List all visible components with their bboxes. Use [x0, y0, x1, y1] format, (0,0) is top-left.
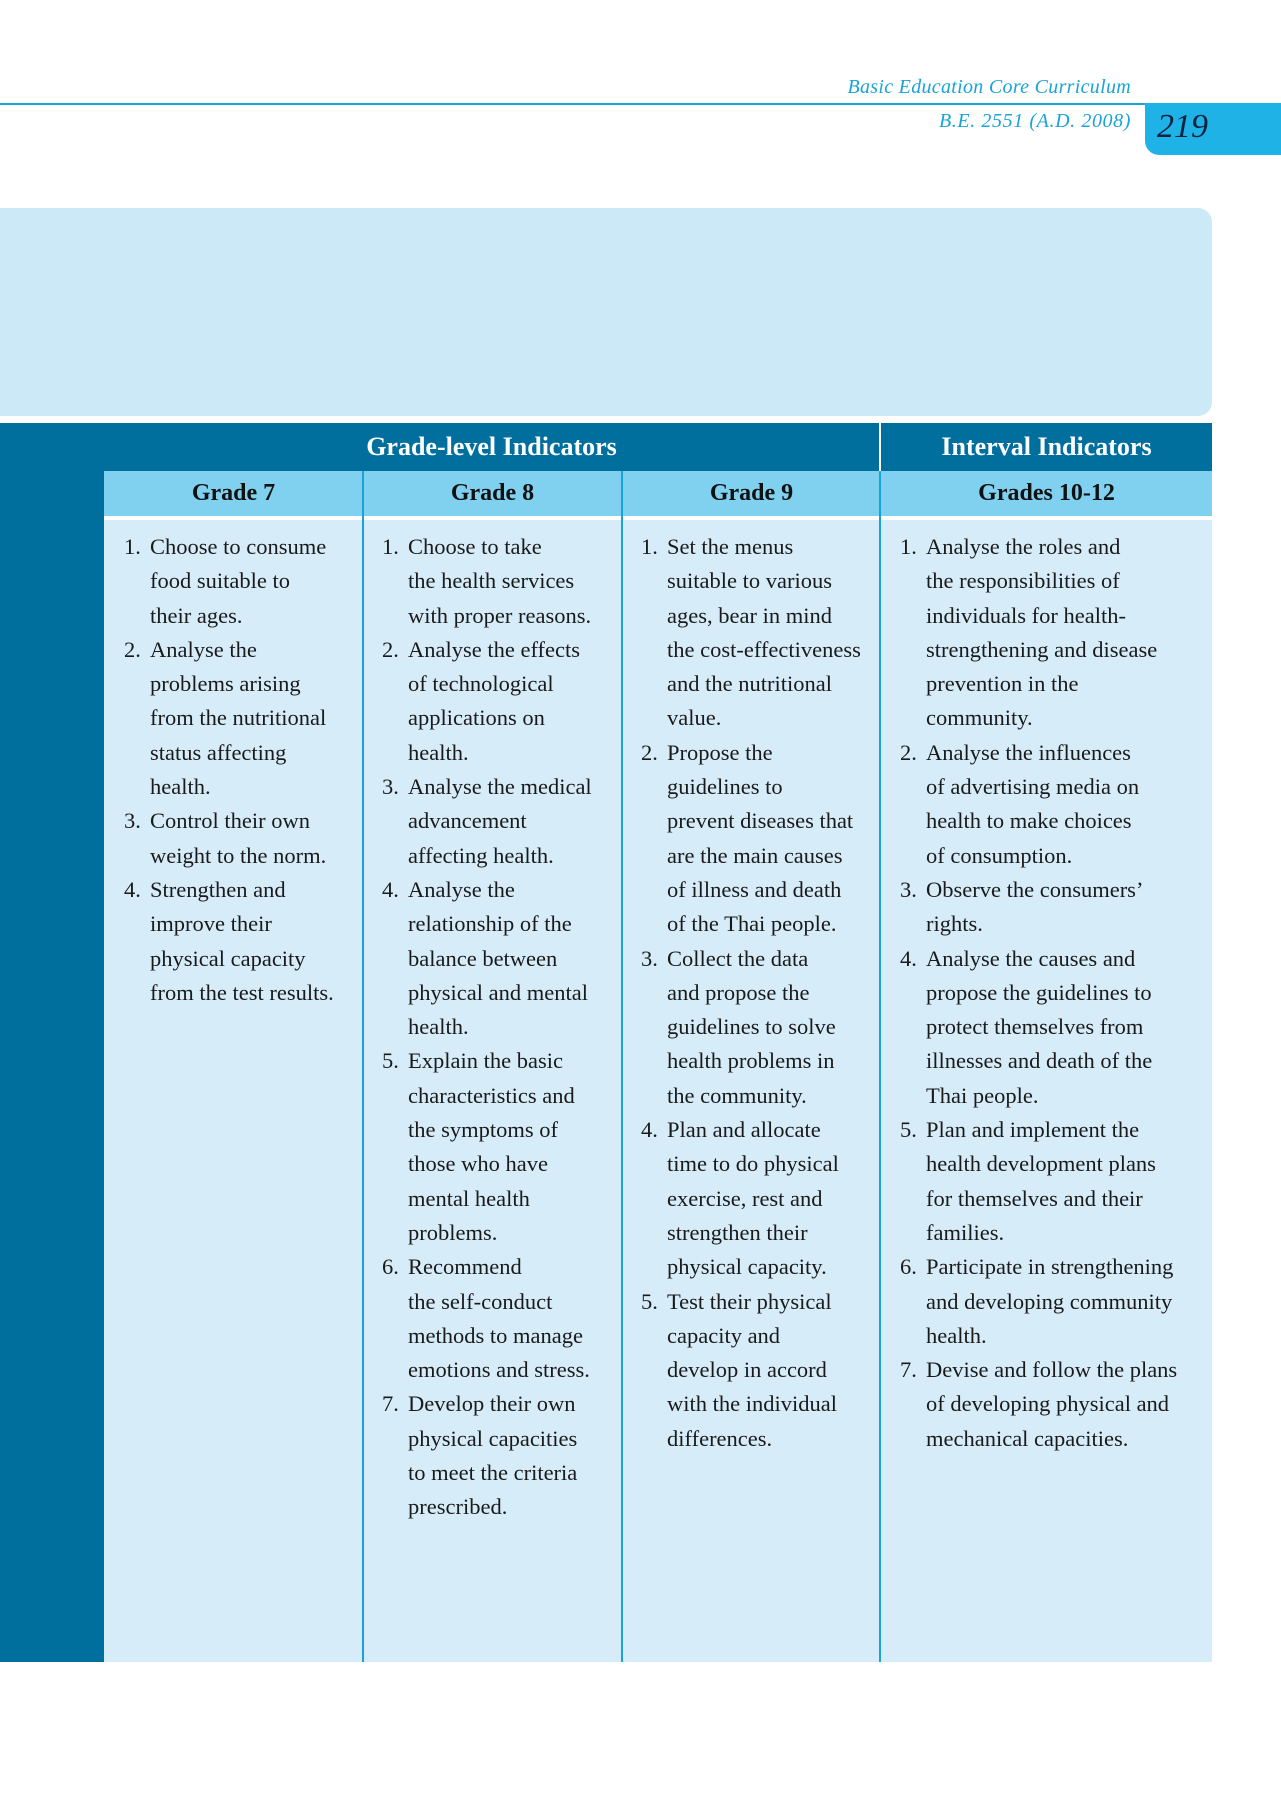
interval-indicators-header: Interval Indicators: [941, 432, 1152, 461]
list-item: [900, 1250, 1212, 1353]
item-text: Devise and follow the plans of developing physical and mechanical capacities.: [926, 1357, 1178, 1451]
item-text: Plan and allocate time to do physical exercise, rest and strengthen their physical capacity.: [667, 1117, 839, 1280]
column-divider-1: [362, 471, 364, 1662]
list-item: [124, 633, 360, 804]
column-divider-3: [879, 471, 881, 1662]
item-number: 6.: [382, 1254, 399, 1280]
list-item: [382, 1250, 620, 1387]
list-item: [382, 633, 620, 770]
list-item: [900, 1113, 1212, 1250]
grade9-list: [641, 530, 879, 1456]
list-item: [641, 736, 879, 942]
list-item: [124, 873, 360, 1010]
item-number: 3.: [641, 945, 658, 971]
item-number: 1.: [382, 534, 399, 559]
item-number: 3.: [124, 808, 141, 834]
list-item: [382, 873, 620, 1044]
grade8-header: Grade 8: [450, 480, 535, 506]
item-text: Set the menus suitable to various ages, bear in mind the cost-effectiveness and the nutritional value.: [667, 534, 861, 731]
page-number: 219: [1145, 103, 1281, 155]
grade7-list: [124, 530, 360, 1010]
item-number: 4.: [382, 876, 399, 902]
item-text: Control their own weight to the norm.: [150, 808, 327, 868]
item-text: Develop their own physical capacities to meet the criteria prescribed.: [408, 1391, 578, 1520]
indicator-table: [104, 423, 1212, 1662]
item-number: 3.: [900, 876, 917, 902]
item-number: 4.: [641, 1117, 658, 1143]
item-text: Test their physical capacity and develop in accord with the individual differences.: [667, 1288, 837, 1451]
item-number: 2.: [382, 636, 399, 662]
item-text: Choose to consume food suitable to their ages.: [150, 534, 327, 628]
list-item: [900, 873, 1212, 942]
grade8-column: [382, 530, 620, 1525]
grade8-list: [382, 530, 620, 1525]
item-number: 6.: [900, 1254, 917, 1280]
grade9-header: Grade 9: [709, 480, 794, 506]
grade9-column: [641, 530, 879, 1456]
item-number: 2.: [900, 739, 917, 765]
column-divider-2: [621, 471, 623, 1662]
item-number: 1.: [124, 534, 141, 559]
item-text: Analyse the influences of advertising media on health to make choices of consumption.: [926, 739, 1140, 868]
list-item: [900, 736, 1212, 873]
list-item: [382, 530, 620, 633]
group-header-row: [104, 423, 1212, 471]
item-number: 2.: [641, 739, 658, 765]
item-number: 5.: [900, 1117, 917, 1143]
list-item: [382, 1044, 620, 1250]
grade7-header: Grade 7: [191, 480, 276, 506]
list-item: [900, 1353, 1212, 1456]
item-text: Explain the basic characteristics and the symptoms of those who have mental health problems.: [408, 1048, 575, 1245]
grade7-column: [124, 530, 360, 1010]
item-number: 1.: [641, 534, 658, 559]
list-item: [900, 530, 1212, 736]
item-text: Strengthen and improve their physical capacity from the test results.: [150, 876, 334, 1005]
list-item: [900, 942, 1212, 1113]
item-number: 7.: [900, 1357, 917, 1383]
item-text: Plan and implement the health development plans for themselves and their families.: [926, 1117, 1156, 1245]
top-blank-panel: [0, 208, 1212, 416]
item-number: 7.: [382, 1391, 399, 1417]
item-text: Choose to take the health services with proper reasons.: [408, 534, 592, 628]
grades10-12-column: [900, 530, 1212, 1456]
item-number: 1.: [900, 534, 917, 559]
group-divider: [879, 423, 881, 471]
list-item: [124, 804, 360, 873]
list-item: [641, 1285, 879, 1456]
item-number: 2.: [124, 636, 141, 662]
item-text: Analyse the problems arising from the nutritional status affecting health.: [150, 636, 327, 800]
grades10-12-header: Grades 10-12: [978, 480, 1115, 506]
left-color-band: [0, 423, 104, 1662]
item-text: Recommend the self-conduct methods to manage emotions and stress.: [408, 1254, 590, 1383]
item-text: Analyse the effects of technological applications on health.: [408, 636, 581, 765]
item-text: Propose the guidelines to prevent diseases that are the main causes of illness and death of the Thai people.: [667, 739, 854, 937]
header-edition: B.E. 2551 (A.D. 2008): [938, 110, 1131, 132]
list-item: [382, 770, 620, 873]
grade-level-indicators-header: Grade-level Indicators: [366, 432, 617, 461]
item-text: Collect the data and propose the guidelines to solve health problems in the community.: [667, 945, 836, 1108]
list-item: [641, 530, 879, 736]
list-item: [382, 1387, 620, 1524]
item-number: 5.: [382, 1048, 399, 1074]
item-number: 4.: [124, 876, 141, 902]
item-text: Observe the consumers’ rights.: [926, 876, 1144, 937]
item-text: Participate in strengthening and developing community health.: [926, 1254, 1174, 1348]
grade-header-row: [104, 471, 1212, 516]
list-item: [641, 942, 879, 1113]
header-separator: [104, 516, 1212, 520]
item-number: 4.: [900, 945, 917, 971]
header-rule: [0, 103, 1146, 105]
list-item: [641, 1113, 879, 1284]
item-number: 3.: [382, 774, 399, 800]
grades10-12-list: [900, 530, 1212, 1456]
item-text: Analyse the causes and propose the guidelines to protect themselves from illnesses and death of the Thai people.: [926, 945, 1153, 1108]
item-text: Analyse the medical advancement affecting health.: [408, 774, 592, 868]
item-text: Analyse the relationship of the balance between physical and mental health.: [408, 876, 588, 1040]
header-curriculum-title: Basic Education Core Curriculum: [847, 76, 1131, 98]
list-item: [124, 530, 360, 633]
item-number: 5.: [641, 1288, 658, 1314]
item-text: Analyse the roles and the responsibilities of individuals for health- strengthening and disease prevention in the community.: [926, 534, 1158, 731]
